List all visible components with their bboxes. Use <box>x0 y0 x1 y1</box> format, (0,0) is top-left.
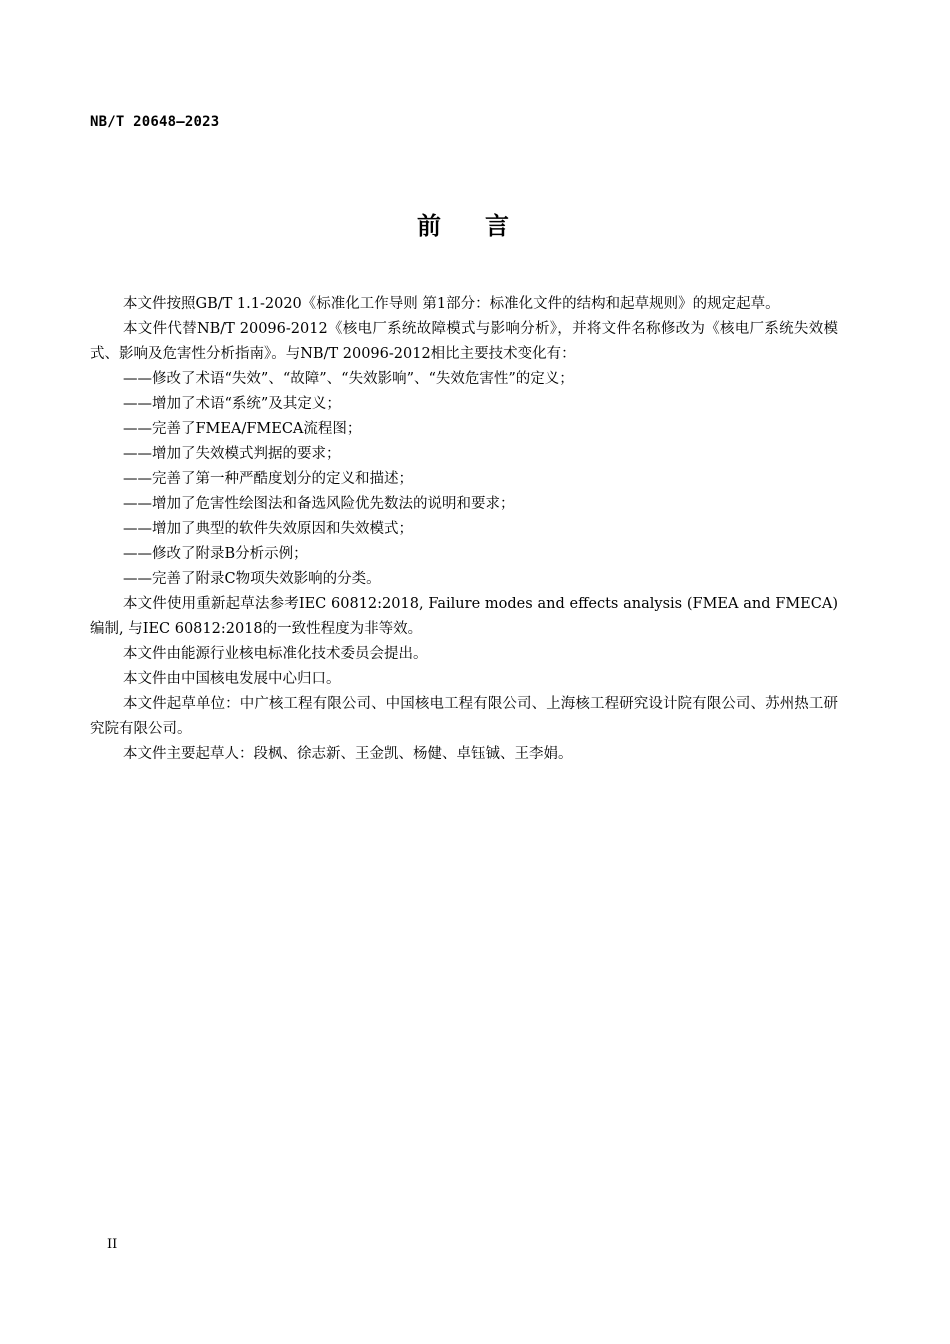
paragraph-drafting-rules: 本文件按照GB/T 1.1-2020《标准化工作导则 第1部分：标准化文件的结构和起草规则》的规定起草。 <box>123 296 780 312</box>
paragraph-replacement: 本文件代替NB/T 20096-2012《核电厂系统故障模式与影响分析》，并将文件名称修改为《核电厂系统失效模式、影响及危害性分析指南》。与NB/T 20096-2012相比主要技术变化有： <box>90 321 838 362</box>
paragraph-proposer: 本文件由能源行业核电标准化技术委员会提出。 <box>123 646 428 662</box>
paragraph-administrator: 本文件由中国核电发展中心归口。 <box>123 671 341 687</box>
change-item: ——完善了FMEA/FMECA流程图； <box>123 421 362 437</box>
change-item: ——增加了典型的软件失效原因和失效模式； <box>123 521 413 537</box>
change-item: ——完善了第一种严酷度划分的定义和描述； <box>123 471 413 487</box>
page-number: II <box>107 1237 118 1252</box>
change-item: ——增加了失效模式判据的要求； <box>123 446 341 462</box>
change-item: ——完善了附录C物项失效影响的分类。 <box>123 571 381 587</box>
change-item: ——增加了术语“系统”及其定义； <box>123 396 341 412</box>
page-title: 前言 <box>417 211 553 240</box>
change-item: ——增加了危害性绘图法和备选风险优先数法的说明和要求； <box>123 496 515 512</box>
change-item: ——修改了术语“失效”、“故障”、“失效影响”、“失效危害性”的定义； <box>123 371 574 387</box>
foreword-body <box>90 292 838 767</box>
paragraph-drafting-units: 本文件起草单位：中广核工程有限公司、中国核电工程有限公司、上海核工程研究设计院有限公司、苏州热工研究院有限公司。 <box>90 696 838 737</box>
standard-code: NB/T 20648—2023 <box>90 114 220 130</box>
paragraph-drafters: 本文件主要起草人：段枫、徐志新、王金凯、杨健、卓钰铖、王李娟。 <box>123 746 573 762</box>
paragraph-reference-standard: 本文件使用重新起草法参考IEC 60812:2018, Failure modes and effects analysis (FMEA and FMECA)编制, 与IEC 60812:2018的一致性程度为非等效。 <box>90 596 838 637</box>
change-item: ——修改了附录B分析示例； <box>123 546 308 562</box>
